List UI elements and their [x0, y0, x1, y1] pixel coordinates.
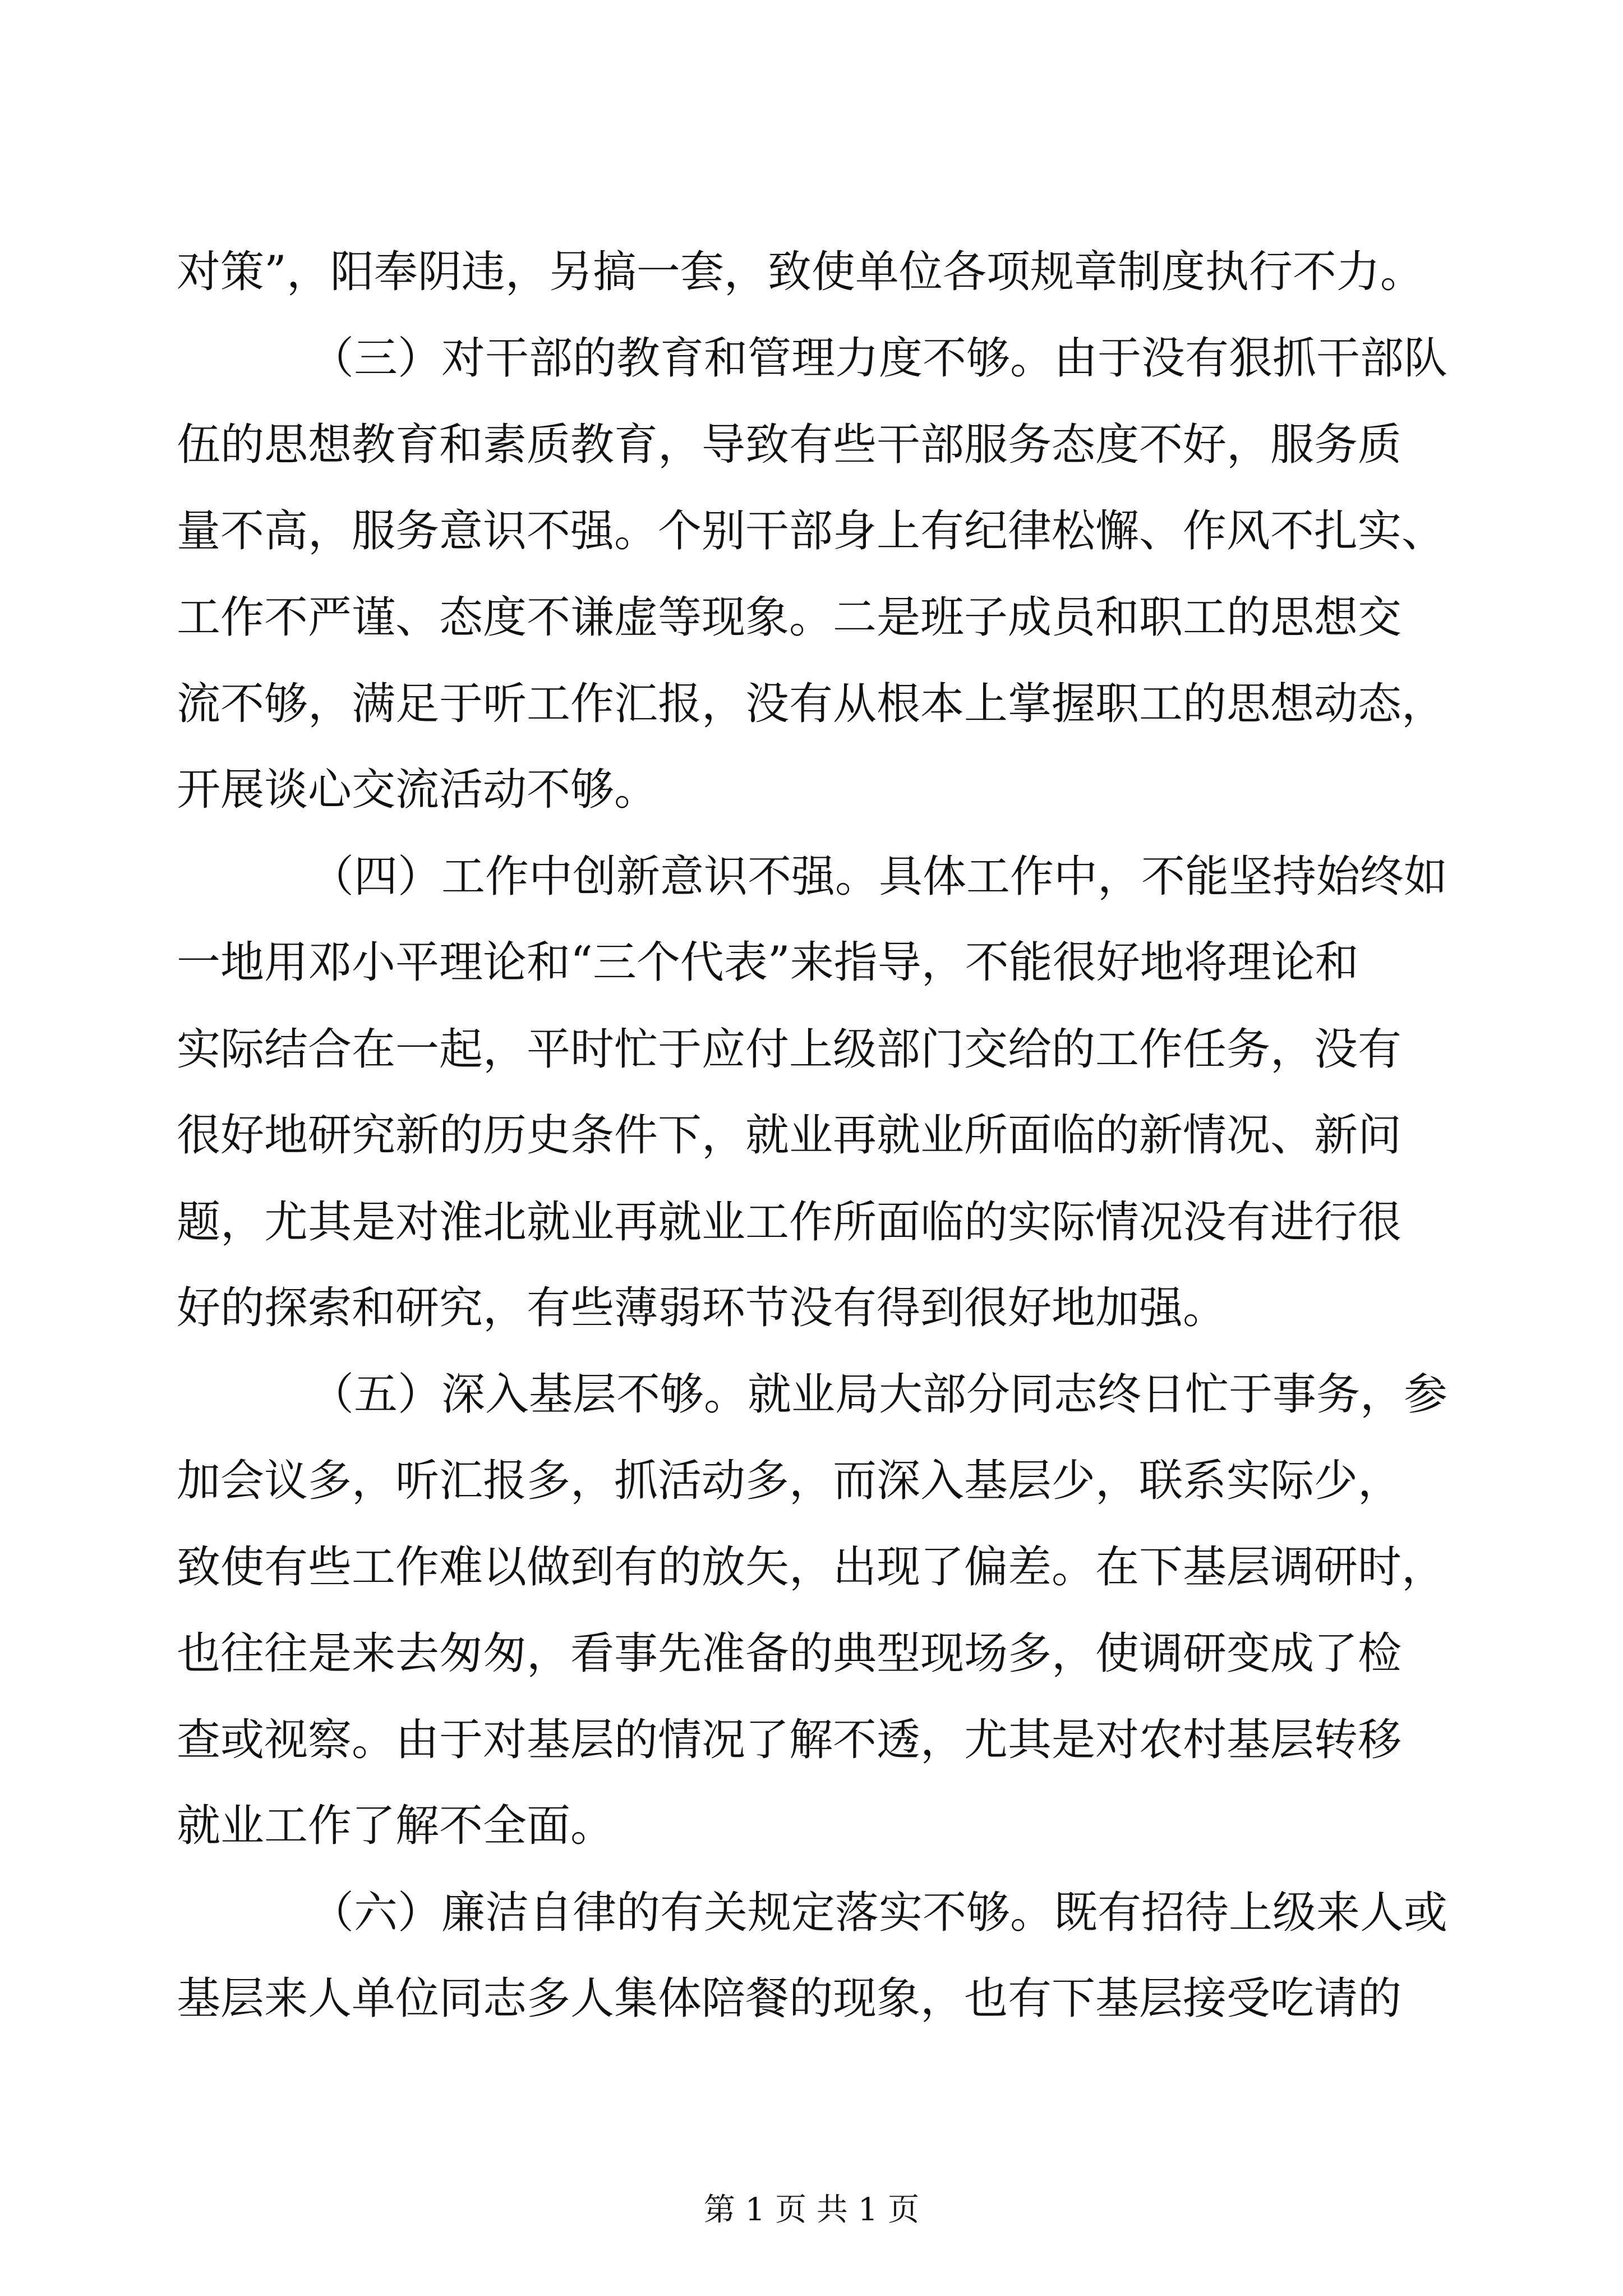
paragraph-heading-line: （三）对干部的教育和管理力度不够。由于没有狠抓干部队: [310, 333, 1448, 384]
body-line: 一地用邓小平理论和“三个代表”来指导，不能很好地将理论和: [177, 937, 1359, 988]
body-line: 伍的思想教育和素质教育，导致有些干部服务态度不好，服务质: [177, 420, 1402, 470]
body-line: 致使有些工作难以做到有的放矢，出现了偏差。在下基层调研时，: [177, 1542, 1446, 1593]
paragraph-heading-line: （四）工作中创新意识不强。具体工作中，不能坚持始终如: [310, 852, 1448, 902]
page-footer: 第 1 页 共 1 页: [703, 2192, 920, 2228]
body-line: 查或视察。由于对基层的情况了解不透，尤其是对农村基层转移: [177, 1715, 1402, 1765]
body-line: 加会议多，听汇报多，抓活动多，而深入基层少，联系实际少，: [177, 1456, 1402, 1506]
body-line: 很好地研究新的历史条件下，就业再就业所面临的新情况、新问: [177, 1110, 1402, 1161]
body-line: 量不高，服务意识不强。个别干部身上有纪律松懈、作风不扎实、: [177, 506, 1446, 556]
body-line: 就业工作了解不全面。: [177, 1801, 615, 1851]
body-line: 基层来人单位同志多人集体陪餐的现象，也有下基层接受吃请的: [177, 1973, 1402, 2024]
body-line: 工作不严谨、态度不谦虚等现象。二是班子成员和职工的思想交: [177, 592, 1402, 643]
body-line: 好的探索和研究，有些薄弱环节没有得到很好地加强。: [177, 1283, 1227, 1333]
body-line: 也往往是来去匆匆，看事先准备的典型现场多，使调研变成了检: [177, 1628, 1402, 1679]
body-line: 流不够，满足于听工作汇报，没有从根本上掌握职工的思想动态，: [177, 679, 1446, 729]
body-line: 题，尤其是对淮北就业再就业工作所面临的实际情况没有进行很: [177, 1197, 1402, 1248]
paragraph-heading-line: （六）廉洁自律的有关规定落实不够。既有招待上级来人或: [310, 1888, 1448, 1938]
paragraph-heading-line: （五）深入基层不够。就业局大部分同志终日忙于事务，参: [310, 1369, 1448, 1420]
body-line: 实际结合在一起，平时忙于应付上级部门交给的工作任务，没有: [177, 1024, 1402, 1075]
body-line: 开展谈心交流活动不够。: [177, 765, 658, 815]
body-line: 对策”，阳奉阴违，另搞一套，致使单位各项规章制度执行不力。: [177, 247, 1424, 297]
